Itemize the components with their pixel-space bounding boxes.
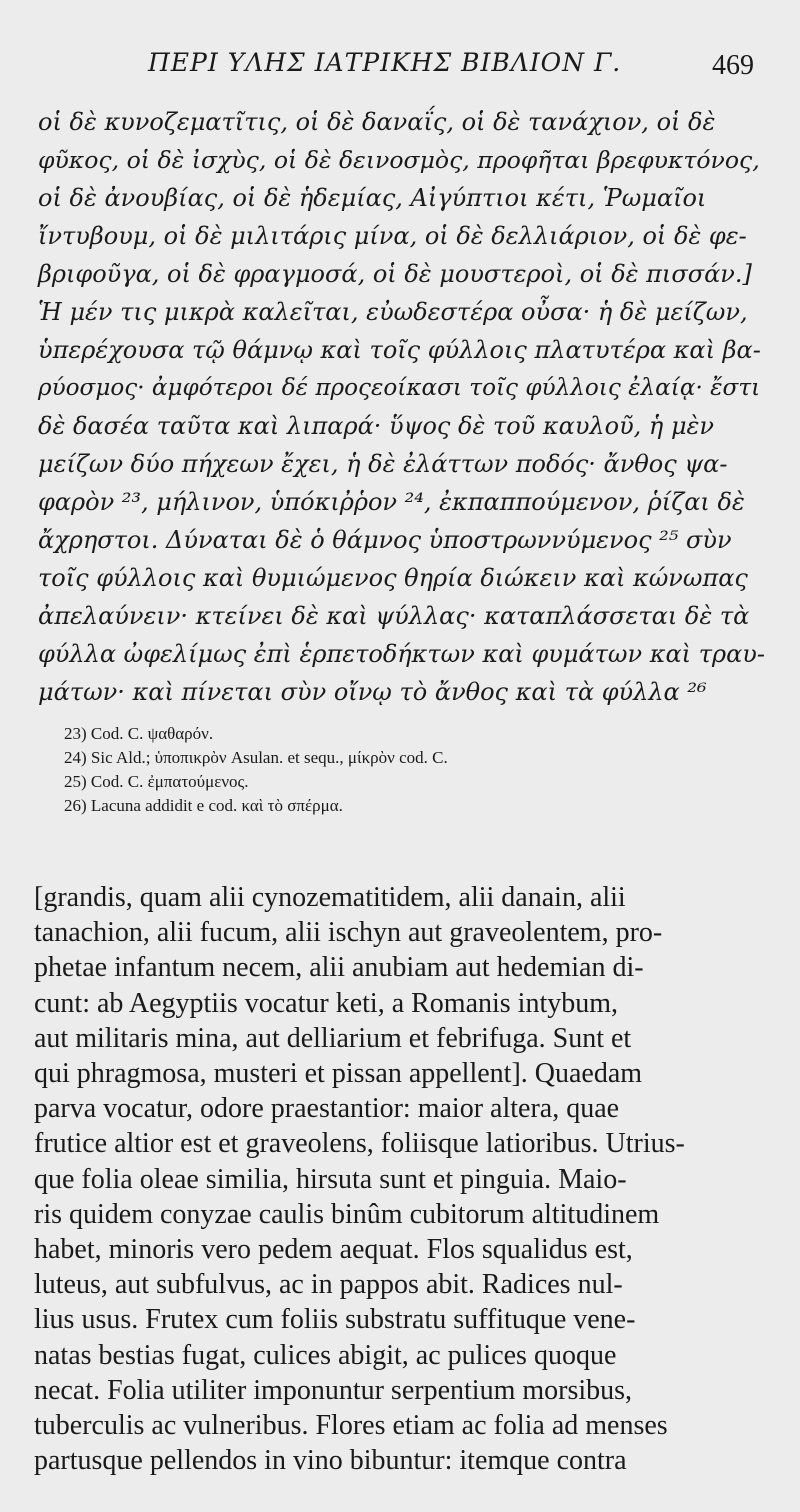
footnotes <box>64 722 744 818</box>
running-title: ΠΕΡΙ ΥΛΗΣ ΙΑΤΡΙΚΗΣ ΒΙΒΛΙΟΝ Γ. <box>148 48 622 77</box>
latin-line: tanachion, alii fucum, alii ischyn aut graveolentem, pro- <box>34 917 663 949</box>
footnote: 24) Sic Ald.; ὑποπικρὸν Asulan. et sequ., μίκρὸν cod. C. <box>64 748 448 767</box>
latin-line: aut militaris mina, aut delliarium et febrifuga. Sunt et <box>34 1022 632 1054</box>
greek-text <box>38 103 768 711</box>
greek-line: φαρὸν ²³, μήλινον, ὑπόκιῤῥον ²⁴, ἐκπαππούμενον, ῥίζαι δὲ <box>38 488 745 516</box>
latin-line: luteus, aut subfulvus, ac in pappos abit. Radices nul- <box>34 1269 623 1301</box>
greek-line: δὲ δασέα ταῦτα καὶ λιπαρά· ὕψος δὲ τοῦ καυλοῦ, ἡ μὲν <box>38 412 715 440</box>
latin-line: tuberculis ac vulneribus. Flores etiam ac folia ad menses <box>34 1410 668 1442</box>
greek-line: φύλλα ὠφελίμως ἐπὶ ἑρπετοδήκτων καὶ φυμάτων καὶ τραυ- <box>38 640 765 668</box>
greek-line: ρύοσμος· ἀμφότεροι δέ προςεοίκασι τοῖς φύλλοις ἐλαίᾳ· ἔστι <box>38 375 761 401</box>
greek-line: οἱ δὲ ἀνουβίας, οἱ δὲ ἡδεμίας, Αἰγύπτιοι κέτι, Ῥωμαῖοι <box>38 184 707 212</box>
latin-line: parva vocatur, odore praestantior: maior altera, quae <box>34 1093 620 1125</box>
latin-line: lius usus. Frutex cum foliis substratu suffituque vene- <box>34 1304 636 1336</box>
latin-line: cunt: ab Aegyptiis vocatur keti, a Romanis intybum, <box>34 987 619 1019</box>
latin-line: [grandis, quam alii cynozematitidem, alii danain, alii <box>34 882 626 913</box>
latin-line: que folia oleae similia, hirsuta sunt et pinguia. Maio- <box>34 1163 627 1195</box>
footnote: 23) Cod. C. ψαθαρόν. <box>64 724 214 743</box>
greek-line: Ἡ μέν τις μικρὰ καλεῖται, εὐωδεστέρα οὖσα· ἡ δὲ μείζων, <box>38 298 748 326</box>
latin-line: partusque pellendos in vino bibuntur: itemque contra <box>34 1445 627 1477</box>
greek-line: ἀπελαύνειν· κτείνει δὲ καὶ ψύλλας· καταπλάσσεται δὲ τὰ <box>38 602 750 630</box>
greek-line: μείζων δύο πήχεων ἔχει, ἡ δὲ ἐλάττων ποδός· ἄνθος ψα- <box>38 450 728 478</box>
page-header <box>0 48 800 88</box>
footnote: 26) Lacuna addidit e cod. καὶ τὸ σπέρμα. <box>64 796 343 815</box>
footnote: 25) Cod. C. ἐμπατούμενος. <box>64 772 249 791</box>
latin-line: qui phragmosa, musteri et pissan appellent]. Quaedam <box>34 1058 643 1090</box>
latin-line: phetae infantum necem, alii anubiam aut hedemian di- <box>34 952 644 984</box>
latin-line: frutice altior est et graveolens, foliisque latioribus. Utrius- <box>34 1128 685 1160</box>
greek-line: ἄχρηστοι. Δύναται δὲ ὁ θάμνος ὑποστρωννύμενος ²⁵ σὺν <box>38 526 732 554</box>
greek-line: βριφοῦγα, οἱ δὲ φραγμοσά, οἱ δὲ μουστεροὶ, οἱ δὲ πισσάν.] <box>38 260 752 288</box>
greek-line: μάτων· καὶ πίνεται σὺν οἴνῳ τὸ ἄνθος καὶ τὰ φύλλα ²⁶ <box>38 678 707 706</box>
latin-translation <box>34 880 774 1478</box>
greek-line: φῦκος, οἱ δὲ ἰσχὺς, οἱ δὲ δεινοσμὸς, προφῆται βρεφυκτόνος, <box>38 146 760 174</box>
latin-line: habet, minoris vero pedem aequat. Flos squalidus est, <box>34 1234 633 1266</box>
greek-line: ἴντυβουμ, οἱ δὲ μιλιτάρις μίνα, οἱ δὲ δελλιάριον, οἱ δὲ φε- <box>38 222 747 250</box>
latin-line: ris quidem conyzae caulis binûm cubitorum altitudinem <box>34 1198 660 1230</box>
latin-line: natas bestias fugat, culices abigit, ac pulices quoque <box>34 1339 617 1371</box>
latin-line: necat. Folia utiliter imponuntur serpentium morsibus, <box>34 1374 633 1406</box>
greek-line: ὑπερέχουσα τῷ θάμνῳ καὶ τοῖς φύλλοις πλατυτέρα καὶ βα- <box>38 336 761 364</box>
greek-line: οἱ δὲ κυνοζεματῖτις, οἱ δὲ δαναΐς, οἱ δὲ τανάχιον, οἱ δὲ <box>38 108 716 136</box>
greek-line: τοῖς φύλλοις καὶ θυμιώμενος θηρία διώκειν καὶ κώνωπας <box>38 564 748 592</box>
page-number: 469 <box>712 50 754 81</box>
